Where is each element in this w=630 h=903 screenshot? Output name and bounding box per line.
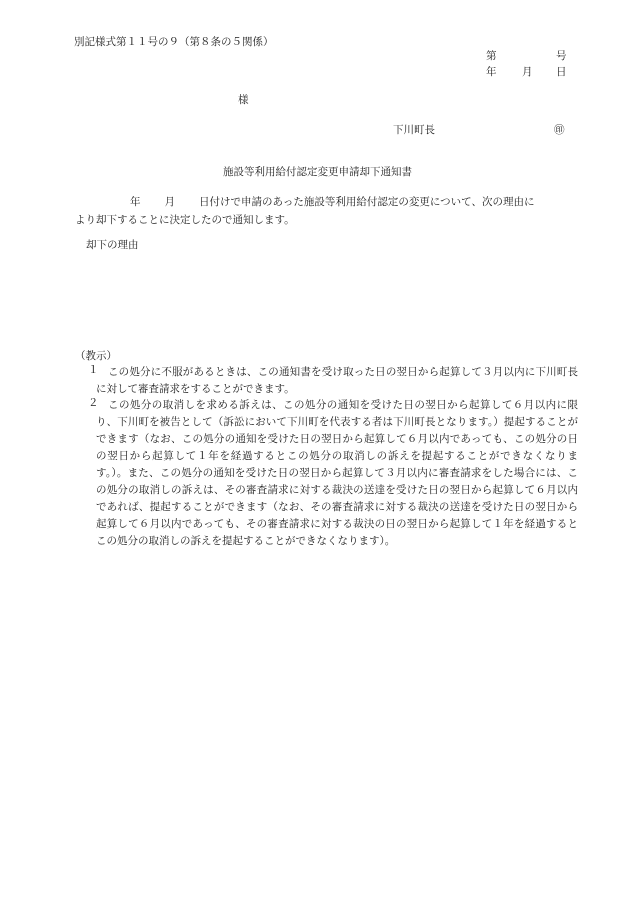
document-title: 施設等利用給付認定変更申請却下通知書 <box>223 166 412 178</box>
doc-number-suffix: 号 <box>556 50 567 62</box>
instruction-item <box>88 364 593 398</box>
form-label: 別記様式第１１号の９（第８条の５関係） <box>74 36 274 48</box>
doc-number-prefix: 第 <box>486 50 497 62</box>
instructions-heading: （教示） <box>75 350 117 362</box>
body-text-line2: より却下することに決定したので通知します。 <box>75 214 295 226</box>
body-month-label: 月 <box>164 196 175 208</box>
date-year-label: 年 <box>486 66 497 78</box>
instruction-number: ２ <box>88 397 99 409</box>
instruction-text: この処分の取消しを求める訴えは、この処分の通知を受けた日の翌日から起算して６月以内に限り、下川町を被告として（訴訟において下川町を代表する者は下川町長となります。）提起することができます（なお、この処分の通知を受けた日の翌日から起算して６月以内であっても、この処分の日の翌日から起算して１年を経過するとこの処分の取消しの訴えを提起することができなくなります。）。また、この処分の通知を受けた日の翌日から起算して３月以内に審査請求をした場合には、この処分の取消しの訴えは、その審査請求に対する裁決の送達を受けた日の翌日から起算して６月以内であれば、提起することができます（なお、その審査請求に対する裁決の送達を受けた日の翌日から起算して６月以内であっても、その審査請求に対する裁決の日の翌日から起算して１年を経過するとこの処分の取消しの訴えを提起することができなくなります）。 <box>96 399 578 547</box>
seal-mark: ㊞ <box>554 124 565 136</box>
addressee-suffix: 様 <box>238 94 249 106</box>
instruction-text: この処分に不服があるときは、この通知書を受け取った日の翌日から起算して３月以内に下川町長に対して審査請求をすることができます。 <box>96 366 578 395</box>
date-day-label: 日 <box>556 66 567 78</box>
body-paragraph <box>75 193 583 229</box>
date-month-label: 月 <box>522 66 533 78</box>
reason-heading: 却下の理由 <box>86 239 139 251</box>
issuer-title: 下川町長 <box>393 124 435 136</box>
instruction-item <box>88 397 593 547</box>
body-text-line1: 日付けで申請のあった施設等利用給付認定の変更について、次の理由に <box>199 196 535 208</box>
body-year-label: 年 <box>130 196 141 208</box>
instruction-number: １ <box>88 364 99 376</box>
